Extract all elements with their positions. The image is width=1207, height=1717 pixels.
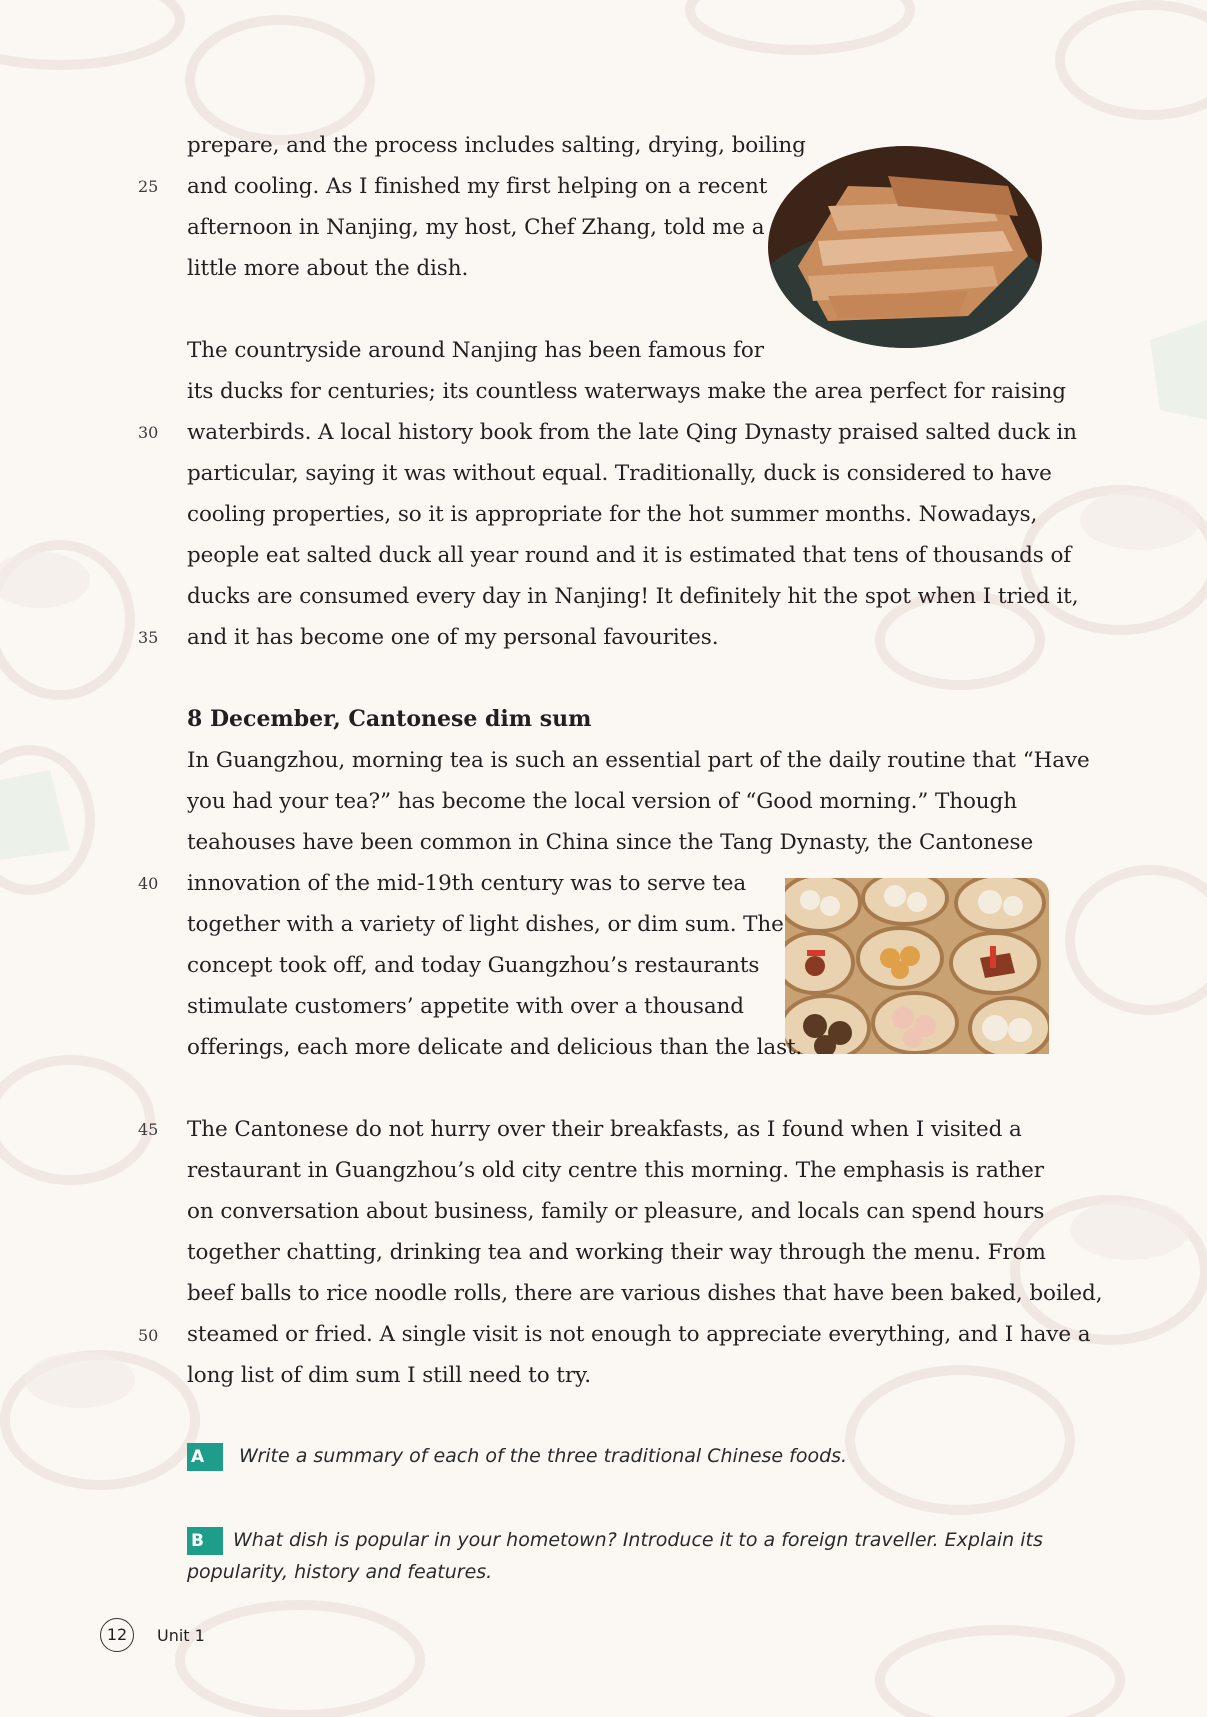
- task-b-text-line-1: What dish is popular in your hometown? Introduce it to a foreign traveller. Explain its: [233, 1529, 1043, 1551]
- line-number: 35: [138, 628, 159, 647]
- text-line: cooling properties, so it is appropriate for the hot summer months. Nowadays,: [187, 502, 1038, 527]
- text-line: beef balls to rice noodle rolls, there are various dishes that have been baked, boiled,: [187, 1281, 1103, 1306]
- text-line: innovation of the mid-19th century was to serve tea: [187, 871, 747, 896]
- text-line: little more about the dish.: [187, 256, 469, 281]
- text-line: The countryside around Nanjing has been famous for: [187, 338, 764, 363]
- text-line: afternoon in Nanjing, my host, Chef Zhang, told me a: [187, 215, 765, 240]
- text-line: its ducks for centuries; its countless waterways make the area perfect for raising: [187, 379, 1066, 404]
- text-line: together chatting, drinking tea and working their way through the menu. From: [187, 1240, 1046, 1265]
- line-number: 40: [138, 874, 159, 893]
- task-a-text: Write a summary of each of the three traditional Chinese foods.: [239, 1445, 848, 1467]
- paragraph-nanjing-ducks: [187, 330, 1079, 658]
- task-b: [187, 1527, 1047, 1583]
- text-line: restaurant in Guangzhou’s old city centre this morning. The emphasis is rather: [187, 1158, 1044, 1183]
- text-line: ducks are consumed every day in Nanjing! It definitely hit the spot when I tried it,: [187, 584, 1079, 609]
- text-line: The Cantonese do not hurry over their breakfasts, as I found when I visited a: [187, 1117, 1022, 1142]
- task-a: [187, 1443, 1047, 1471]
- paragraph-salted-duck-process: [187, 125, 1047, 289]
- paragraph-guangzhou-morning-tea: [187, 740, 1090, 1068]
- text-line: concept took off, and today Guangzhou’s restaurants: [187, 953, 760, 978]
- unit-label: Unit 1: [157, 1626, 205, 1645]
- text-line: particular, saying it was without equal. Traditionally, duck is considered to have: [187, 461, 1052, 486]
- text-line: waterbirds. A local history book from the late Qing Dynasty praised salted duck in: [187, 420, 1077, 445]
- text-line: you had your tea?” has become the local version of “Good morning.” Though: [187, 789, 1017, 814]
- text-line: on conversation about business, family or pleasure, and locals can spend hours: [187, 1199, 1045, 1224]
- task-a-badge: A: [187, 1443, 223, 1471]
- text-line: together with a variety of light dishes, or dim sum. The: [187, 912, 784, 937]
- text-line: people eat salted duck all year round and it is estimated that tens of thousands of: [187, 543, 1072, 568]
- task-b-badge: B: [187, 1527, 223, 1555]
- section-heading: 8 December, Cantonese dim sum: [187, 706, 592, 732]
- text-line: In Guangzhou, morning tea is such an essential part of the daily routine that “Have: [187, 748, 1090, 773]
- text-line: steamed or fried. A single visit is not enough to appreciate everything, and I have a: [187, 1322, 1091, 1347]
- text-line: stimulate customers’ appetite with over a thousand: [187, 994, 744, 1019]
- text-line: teahouses have been common in China since the Tang Dynasty, the Cantonese: [187, 830, 1034, 855]
- page-footer: [100, 1618, 205, 1652]
- text-line: offerings, each more delicate and delicious than the last.: [187, 1035, 803, 1060]
- text-line: long list of dim sum I still need to try.: [187, 1363, 591, 1388]
- text-line: and cooling. As I finished my first helping on a recent: [187, 174, 768, 199]
- line-number: 50: [138, 1326, 159, 1345]
- text-line: prepare, and the process includes salting, drying, boiling: [187, 133, 806, 158]
- task-b-text-line-2: popularity, history and features.: [187, 1561, 493, 1583]
- line-number: 30: [138, 423, 159, 442]
- line-number: 25: [138, 177, 159, 196]
- paragraph-cantonese-breakfast: [187, 1109, 1103, 1396]
- line-number: 45: [138, 1120, 159, 1139]
- page-number: 12: [100, 1618, 134, 1652]
- text-line: and it has become one of my personal favourites.: [187, 625, 719, 650]
